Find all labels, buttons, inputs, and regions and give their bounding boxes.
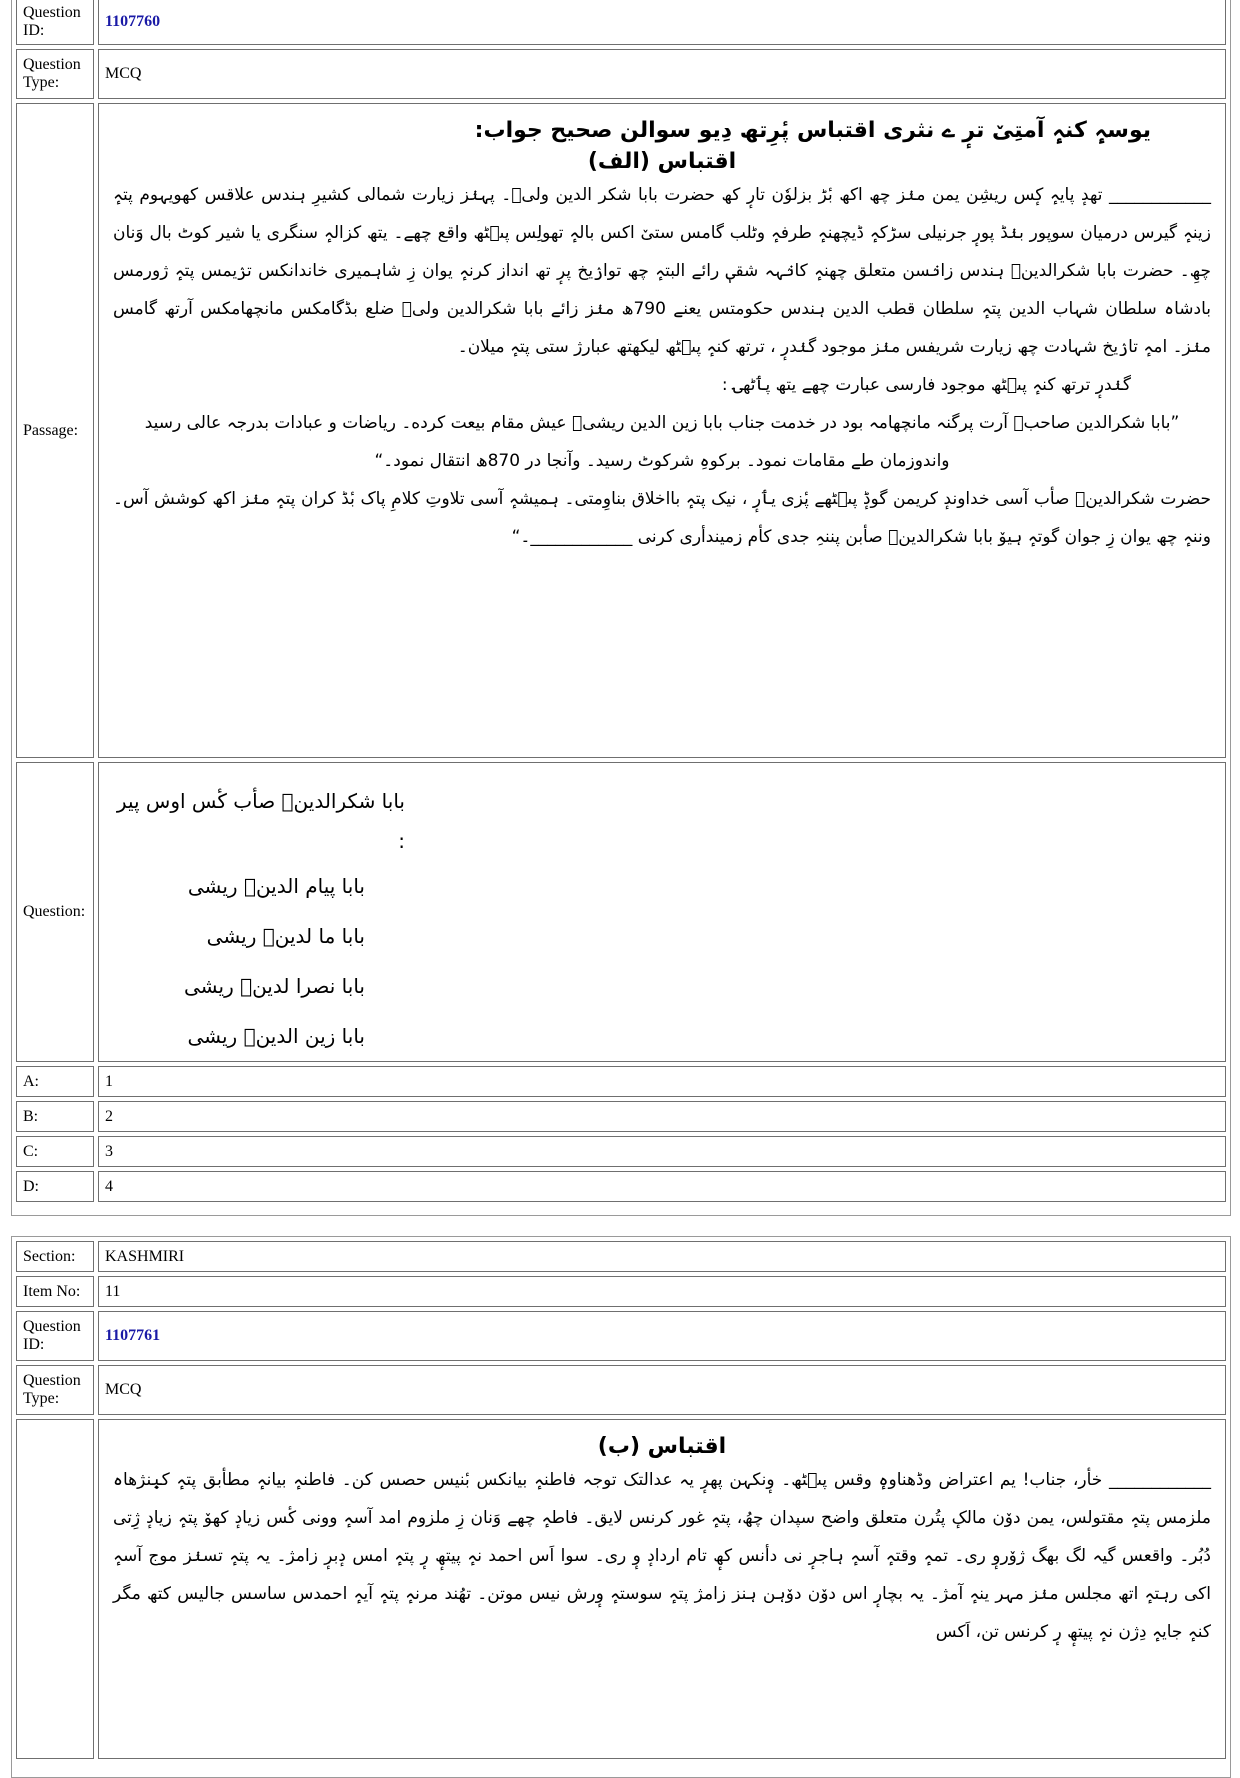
question-block-1 [11,0,1231,1216]
question-id-label: Question ID: [16,0,94,45]
answer-label-b: B: [16,1101,94,1132]
section-value: KASHMIRI [98,1241,1226,1272]
passage-intro: یوسہٕ کنہٕ آمتِیٚ ترٕ ے نثری اقتباس پٔرِتھ دِیو سوالن صحیح جواب: [474,118,1151,143]
passage-label: Passage: [16,103,94,758]
answer-value-a: 1 [98,1066,1226,1097]
answer-value-b: 2 [98,1101,1226,1132]
answer-label-c: C: [16,1136,94,1167]
item-no-value: 11 [98,1276,1226,1307]
question-id-value-2: 1107761 [98,1311,1226,1361]
item-no-label: Item No: [16,1276,94,1307]
answer-label-d: D: [16,1171,94,1202]
passage-cell [98,103,1226,758]
passage-lead: گنٛدرٕ ترتھ کنہٕ پٮ۪ٹھ موجود فارسی عبارت چھے یتھ پٲٹھۍ : [721,375,1131,395]
question-id-value: 1107760 [98,0,1226,45]
question-cell [98,762,1226,1062]
answer-label-a: A: [16,1066,94,1097]
question-type-value: MCQ [98,49,1226,99]
option-text-1: بابا پیام الدینؒ ریشی [187,874,365,898]
question-id-label-2: Question ID: [16,1311,94,1361]
passage-cell-2 [98,1419,1226,1759]
answer-value-c: 3 [98,1136,1226,1167]
passage-quote: ”بابا شکرالدین صاحبؒ آرت پرگنہ مانچھامہ بود در خدمت جناب بابا زین الدین ریشیؒ عیش مقام بیعت کرده۔ ریاضات و عبادات بدرجہ عالی رسید واندوزمان طے مقامات نمود۔ برکوہِ شرکوٹ رسید۔ وآنجا در 870ھ انتقال نمود۔“ [144,413,1180,471]
answer-value-d: 4 [98,1171,1226,1202]
passage-label-2 [16,1419,94,1759]
question-type-value-2: MCQ [98,1365,1226,1415]
question-type-label: Question Type: [16,49,94,99]
option-text-2: بابا ما لدینؒ ریشی [206,924,365,948]
option-text-4: بابا زین الدینؒ ریشی [187,1024,365,1048]
question-type-label-2: Question Type: [16,1365,94,1415]
option-text-3: بابا نصرا لدینؒ ریشی [183,974,365,998]
question-block-2 [11,1236,1231,1778]
section-label: Section: [16,1241,94,1272]
passage-paragraph-2: حضرت شکرالدینؒ صأب آسی خداوندٕ کریمن گوڈٕ پٮ۪ٹھے پٔزی یٲرٕ ، نیک پتہٕ بااخلاق بناوِمتی۔ ہمیشہٕ آسی تلاوتِ کلامِ پاک بٔڈ کران پتہٕ منٛز اکھ کوشش آس۔ وننہٕ چھ یوان زِ جوان گوتہٕ ہیوٚ بابا شکرالدینؒ صأبن پننہِ جدی کأم زمیندأری کرنی ____________۔“ [113,489,1211,547]
passage-paragraph-b: ____________ خأر، جناب! یم اعتراض وڈھناوہٕ وقس پٮ۪ٹھ۔ وٕنکہن پھرٕ یہ عدالتک توجہ فاطنہٕ بیانکس بٔنیس حصس کن۔ فاطنہٕ بیانہٕ مطأبق پتہٕ کیٖنژھاہ ملزمس پتہٕ مقتولس، یمن دوٚن مالکٕ پتُرن متعلق واضح سپدان چھُ، پتہٕ غور کرنس لایق۔ فاطہٕ چھے وَنان زِ ملزوم امد آسہٕ وونی کٔس زیادٕ کھوٚ پتہٕ زیادٕ ژِتی دُبُر۔ واقعس گیہ لگ بھگ ژوٚروٕ ری۔ تمہٕ وقتہٕ آسہٕ ہاجرٕ نی دأنس کھٕ تام اردادٕ وٕ ری۔ سوا اَس احمد نہٕ پیتھٕ رٕ پتہٕ امس دٕبرٕ زامژ۔ یہ پتہٕ تسنٛز موج آسہٕ اکی رہتہٕ اتھ مجلس منٛز مہر ینہٕ آمژ۔ یہ بچارٕ اس دوٚن دوٚہن ہنز زامژ پتہٕ سوستہٕ وٕرش نیس موتن۔ تھُند مرنہٕ پتہٕ آیہٕ احمدس ساسس جالیس کتھ مگر کنہٕ جایہٕ دِژن نہٕ پیتھٕ رٕ کرنس تن، اَکس [113,1470,1211,1642]
question-label: Question: [16,762,94,1062]
passage-title-2: اقتباس (ب) [597,1434,727,1459]
question-stem: بابا شکرالدینؒ صأب کٔس اوس پیر : [116,789,405,853]
passage-paragraph-1: ____________ تھدٕ پایہٕ کٕس ریشِن یمن منٛز چھ اکھ بٔڑ بزلوٗن تارٕ کھ حضرت بابا شکر الدین ولیؒ۔ پہنٛز زیارت شمالی کشیرِ ہندس علاقس کھویہوم پتہٕ زینہٕ گیرس درمیان سوپور بنٛڈ پورٕ جرنیلی سڑکہٕ ڈیچھنہٕ طرفہٕ وٹلب گامس ستیٚ اکس بالہٕ تھولِس پٮ۪ٹھ واقع چھے۔ یتھ کزالہٕ سنگری یا شیر کوٹ بال وَنان چھِ۔ حضرت بابا شکرالدینؒ ہندس زانٛسن متعلق چھنہٕ کانٛہہ شقیٖ رائے البتہٕ چھ توارٛیخ پرٕ تھ انداز کرنہٕ یوان زِ شاہمیری خاندانکس ترٛیمس پتہٕ ژورمس بادشاہ سلطان شہاب الدین پتہٕ سلطان قطب الدین ہندس حکومتس یعنے 790ھ منٛز زائے بابا شکرالدین ولیؒ ضلع بڈگامکس مانچھامکس آرتھ گامس منٛز۔ امہٕ تارٛیخ شہادت چھ زیارت شریفس منٛز موجود گنٛدرٕ ، ترتھ کنہٕ پٮ۪ٹھ لیکھتھ عبارژ ستی پتہٕ میلان۔ [113,185,1211,357]
passage-title: اقتباس (الف) [587,149,737,174]
question-stem-wrapper [105,781,405,1061]
